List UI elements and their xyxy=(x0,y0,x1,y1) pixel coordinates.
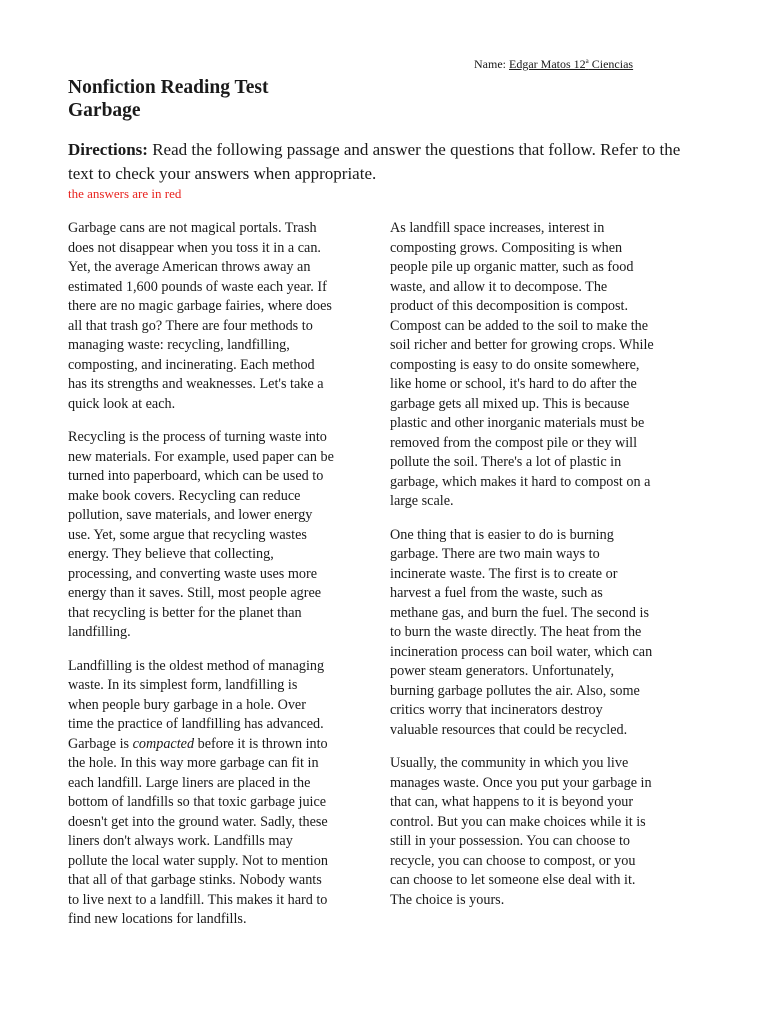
directions-text: Read the following passage and answer the questions that follow. Refer to the text to check your answers when appropriate. xyxy=(68,140,681,183)
title-line-2: Garbage xyxy=(68,100,141,121)
paragraph-conclusion: Usually, the community in which you live manages waste. Once you put your garbage in that can, what happens to it is beyond your control. But you can make choices while it is still in your possession. You can choose to recycle, you can choose to compost, or you can choose to let someone else deal with it. The choice is yours. xyxy=(390,755,652,908)
compacted-term: compacted xyxy=(132,735,195,752)
document-title xyxy=(68,76,268,122)
student-name-line xyxy=(474,57,633,72)
paragraph-intro: Garbage cans are not magical portals. Trash does not disappear when you toss it in a can. Yet, the average American throws away an estimated 1,600 pounds of waste each year. If there are no magic garbage fairies, where does all that trash go? There are four methods to managing waste: recycling, landfilling, composting, and incinerating. Each method has its strengths and weaknesses. Let's take a quick look at each. xyxy=(68,220,332,412)
name-label: Name: xyxy=(474,57,509,71)
paragraph-incinerating: One thing that is easier to do is burning garbage. There are two main ways to incinerate waste. The first is to create or harvest a fuel from the waste, such as methane gas, and burn the fuel. The second is to burn the waste directly. The heat from the incineration process can boil water, which can power steam generators. Unfortunately, burning garbage pollutes the air. Also, some critics worry that incinerators destroy valuable resources that could be recycled. xyxy=(390,526,653,738)
name-suffix: Ciencias xyxy=(588,57,634,71)
directions xyxy=(68,138,708,186)
landfilling-text-1: Landfilling is the oldest method of managing waste. In its simplest form, landfilling is when people bury garbage in a hole. Over time the practice of landfilling has advanced. Garbage is xyxy=(68,657,325,752)
left-column xyxy=(68,219,376,944)
directions-label: Directions: xyxy=(68,140,148,159)
landfilling-text-2: before it is thrown into the hole. In this way more garbage can fit in each landfill. Large liners are placed in the bottom of landfills so that toxic garbage juice doesn't get into the ground water. Sadly, these liners don't always work. Landfills may pollute the local water supply. Not to mention that all of that garbage stinks. Nobody wants to live next to a landfill. This makes it hard to find new locations for landfills. xyxy=(68,735,328,927)
paragraph-landfilling xyxy=(68,657,376,930)
name-superscript: a xyxy=(585,57,589,65)
paragraph-composting: As landfill space increases, interest in composting grows. Compositing is when people pile up organic matter, such as food waste, and allow it to decompose. The product of this decomposition is compost. Compost can be added to the soil to make the soil richer and better for growing crops. While composting is easy to do onsite somewhere, like home or school, it's hard to do after the garbage gets all mixed up. This is because plastic and other inorganic materials must be removed from the compost pile or they will pollute the soil. There's a lot of plastic in garbage, which makes it hard to compost on a large scale. xyxy=(390,220,654,509)
paragraph-recycling: Recycling is the process of turning waste into new materials. For example, used paper can be turned into paperboard, which can be used to make book covers. Recycling can reduce pollution, save materials, and lower energy use. Yet, some argue that recycling wastes energy. They believe that collecting, processing, and converting waste uses more energy than it saves. Still, most people agree that recycling is better for the planet than landfilling. xyxy=(68,429,334,640)
name-value xyxy=(509,57,633,71)
name-text: Edgar Matos 12 xyxy=(509,57,586,71)
right-column xyxy=(390,219,698,924)
title-line-1: Nonfiction Reading Test xyxy=(68,77,269,98)
answers-note: the answers are in red xyxy=(68,186,182,201)
